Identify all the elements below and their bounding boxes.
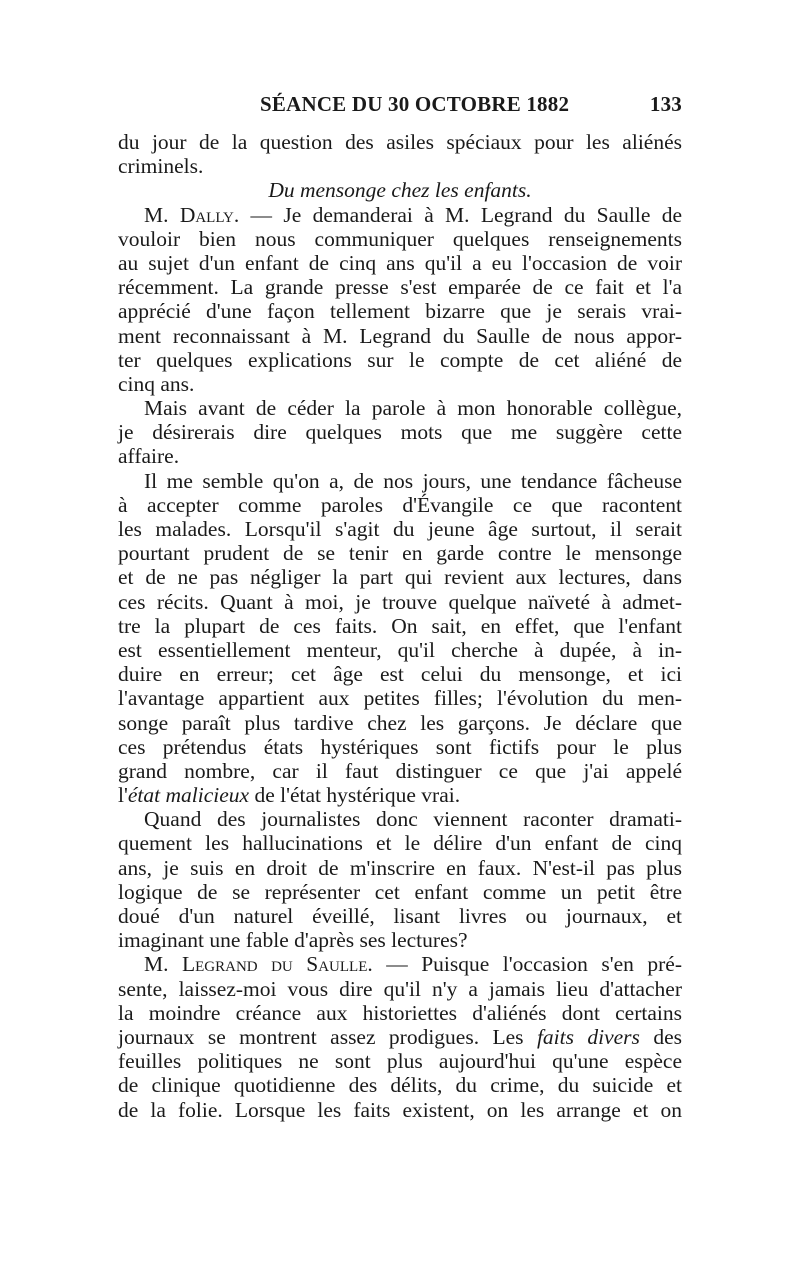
text-line bbox=[118, 1098, 682, 1122]
text-line bbox=[118, 1025, 682, 1049]
text-line bbox=[118, 493, 682, 517]
text-run: au sujet d'un enfant de cinq ans qu'il a eu l'occasion de voir bbox=[118, 250, 682, 275]
text-line bbox=[118, 324, 682, 348]
section-heading bbox=[118, 178, 682, 202]
text-line bbox=[118, 590, 682, 614]
text-run: tre la plupart de ces faits. On sait, en effet, que l'enfant bbox=[118, 613, 682, 638]
text-run: est essentiellement menteur, qu'il cherche à dupée, à in- bbox=[118, 637, 682, 662]
text-run: et de ne pas négliger la part qui revient aux lectures, dans bbox=[118, 565, 682, 590]
text-run: ces récits. Quant à moi, je trouve quelque naïveté à admet- bbox=[118, 589, 682, 614]
text-run: Mais avant de céder la parole à mon honorable collègue, bbox=[144, 396, 682, 421]
text-run: pourtant prudent de se tenir en garde contre le mensonge bbox=[118, 541, 682, 566]
text-run: ans, je suis en droit de m'inscrire en faux. N'est-il pas plus bbox=[118, 855, 682, 880]
text-line bbox=[118, 807, 682, 831]
text-run: à accepter comme paroles d'Évangile ce que racontent bbox=[118, 492, 682, 517]
text-line bbox=[118, 638, 682, 662]
text-line bbox=[118, 154, 682, 178]
text-line bbox=[118, 952, 682, 976]
text-line bbox=[118, 227, 682, 251]
text-run: feuilles politiques ne sont plus aujourd'hui qu'une espèce bbox=[118, 1049, 682, 1074]
text-line bbox=[118, 662, 682, 686]
text-line bbox=[118, 396, 682, 420]
text-run: Quand des journalistes donc viennent raconter dramati- bbox=[144, 807, 682, 832]
text-line bbox=[118, 759, 682, 783]
text-run: ces prétendus états hystériques sont fictifs pour le plus bbox=[118, 734, 682, 759]
body-text bbox=[118, 130, 682, 1122]
text-line bbox=[118, 130, 682, 154]
text-line bbox=[118, 735, 682, 759]
text-run: Il me semble qu'on a, de nos jours, une tendance fâcheuse bbox=[144, 468, 682, 493]
text-run: l' bbox=[118, 783, 128, 808]
text-run: doué d'un naturel éveillé, lisant livres ou journaux, et bbox=[118, 904, 682, 928]
text-run: Dally bbox=[179, 202, 234, 227]
text-run: Du mensonge chez les enfants. bbox=[268, 178, 532, 203]
text-run: imaginant une fable d'après ses lectures? bbox=[118, 928, 468, 953]
text-run: songe paraît plus tardive chez les garçons. Je déclare que bbox=[118, 710, 682, 735]
text-line bbox=[118, 783, 682, 807]
text-run: criminels. bbox=[118, 154, 204, 179]
text-run: ment reconnaissant à M. Legrand du Saulle de nous appor- bbox=[118, 323, 682, 348]
text-run: sente, laissez-moi vous dire qu'il n'y a jamais lieu d'attacher bbox=[118, 976, 682, 1001]
text-run: . — Je demanderai à M. Legrand du Saulle de bbox=[233, 202, 682, 227]
text-run: des bbox=[639, 1024, 682, 1049]
running-header bbox=[118, 92, 682, 118]
text-run: M. bbox=[144, 202, 180, 227]
text-line bbox=[118, 275, 682, 299]
text-run: la moindre créance aux historiettes d'aliénés dont certains bbox=[118, 1000, 682, 1025]
text-run: journaux se montrent assez prodigues. Les bbox=[118, 1024, 537, 1049]
text-line bbox=[118, 880, 682, 904]
text-line bbox=[118, 203, 682, 227]
text-line bbox=[118, 614, 682, 638]
text-line bbox=[118, 469, 682, 493]
text-run: M. bbox=[144, 952, 182, 977]
text-run: . — Puisque l'occasion s'en pré- bbox=[367, 952, 682, 977]
text-line bbox=[118, 517, 682, 541]
text-run: Legrand du Saulle bbox=[181, 952, 368, 977]
text-line bbox=[118, 251, 682, 275]
text-run: duire en erreur; cet âge est celui du mensonge, et ici bbox=[118, 662, 682, 687]
text-line bbox=[118, 565, 682, 589]
text-line bbox=[118, 1073, 682, 1097]
text-run: faits divers bbox=[536, 1024, 640, 1049]
text-run: affaire. bbox=[118, 444, 180, 469]
text-line bbox=[118, 372, 682, 396]
text-run: je désirerais dire quelques mots que me suggère cette bbox=[118, 420, 682, 445]
text-line bbox=[118, 856, 682, 880]
text-run: l'avantage appartient aux petites filles; l'évolution du men- bbox=[118, 686, 682, 711]
text-run: état malicieux bbox=[127, 783, 250, 808]
text-run: ter quelques explications sur le compte de cet aliéné de bbox=[118, 347, 682, 372]
text-run: apprécié d'une façon tellement bizarre que je serais vrai- bbox=[118, 299, 682, 324]
running-title: SÉANCE DU 30 OCTOBRE 1882 bbox=[260, 92, 570, 116]
text-line bbox=[118, 711, 682, 735]
text-line bbox=[118, 904, 682, 928]
text-run: de la folie. Lorsque les faits existent, on les arrange et on bbox=[118, 1097, 682, 1122]
text-run: de l'état hystérique vrai. bbox=[249, 783, 461, 808]
text-run: cinq ans. bbox=[118, 371, 195, 396]
text-line bbox=[118, 1001, 682, 1025]
text-run: les malades. Lorsqu'il s'agit du jeune âge surtout, il serait bbox=[118, 517, 682, 541]
text-line bbox=[118, 420, 682, 444]
text-run: récemment. La grande presse s'est emparée de ce fait et l'a bbox=[118, 275, 682, 300]
text-line bbox=[118, 831, 682, 855]
text-run: quement les hallucinations et le délire d'un enfant de cinq bbox=[118, 831, 682, 856]
text-run: grand nombre, car il faut distinguer ce que j'ai appelé bbox=[118, 758, 682, 783]
text-run: du jour de la question des asiles spéciaux pour les aliénés bbox=[118, 130, 682, 154]
text-run: de clinique quotidienne des délits, du crime, du suicide et bbox=[118, 1073, 682, 1098]
text-line bbox=[118, 348, 682, 372]
page-number: 133 bbox=[649, 92, 682, 116]
text-line bbox=[118, 444, 682, 468]
text-run: vouloir bien nous communiquer quelques renseignements bbox=[118, 226, 682, 251]
text-line bbox=[118, 977, 682, 1001]
text-line bbox=[118, 686, 682, 710]
text-run: logique de se représenter cet enfant comme un petit être bbox=[118, 879, 682, 904]
text-line bbox=[118, 541, 682, 565]
text-line bbox=[118, 1049, 682, 1073]
text-line bbox=[118, 299, 682, 323]
text-line bbox=[118, 928, 682, 952]
